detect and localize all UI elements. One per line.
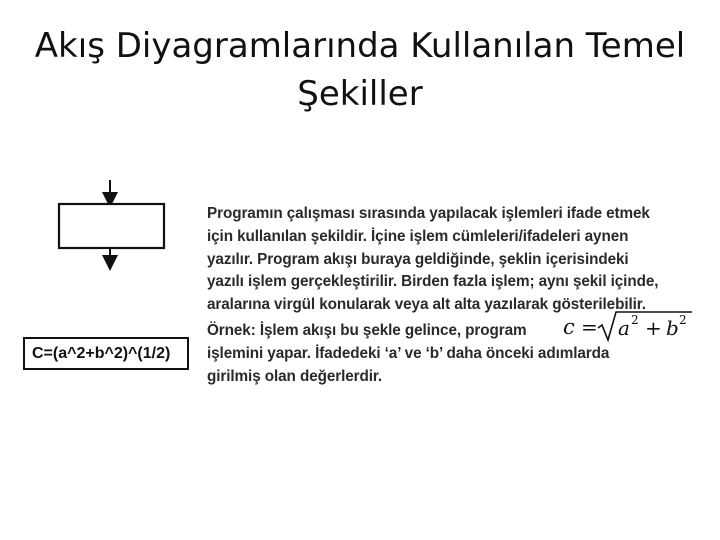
example-formula-text: C=(a^2+b^2)^(1/2)	[32, 345, 171, 362]
description-line: yazılır. Program akışı buraya geldiğinde, şeklin içerisindeki	[207, 250, 629, 268]
process-description	[207, 203, 697, 317]
example-line: girilmiş olan değerlerdir.	[207, 367, 383, 385]
slide-title-line-2: Şekiller	[297, 74, 423, 114]
math-exp-a: 2	[631, 313, 639, 327]
math-formula	[560, 308, 695, 344]
description-line: aralarına virgül konularak veya alt alta yazılarak gösterilebilir.	[207, 296, 646, 314]
math-exp-b: 2	[679, 313, 687, 327]
example-process-box	[23, 337, 189, 370]
math-lhs: c	[563, 315, 575, 339]
process-rectangle	[59, 204, 164, 248]
slide-title-line-1: Akış Diyagramlarında Kullanılan Temel	[34, 26, 686, 66]
math-var-b: b	[666, 316, 679, 340]
example-line: işlemini yapar. İfadedeki ‘a’ ve ‘b’ daha önceki adımlarda	[207, 344, 610, 362]
math-var-a: a	[618, 316, 630, 340]
description-line: yazılı işlem gerçekleştirilir. Birden fazla işlem; aynı şekil içinde,	[207, 273, 659, 291]
math-plus: +	[645, 316, 662, 340]
description-line: Programın çalışması sırasında yapılacak işlemleri ifade etmek	[207, 205, 650, 222]
description-line: için kullanılan şekildir. İçine işlem cümleleri/ifadeleri aynen	[207, 227, 629, 245]
math-equals: =	[581, 315, 598, 339]
example-line: Örnek: İşlem akışı bu şekle gelince, program	[207, 322, 527, 339]
